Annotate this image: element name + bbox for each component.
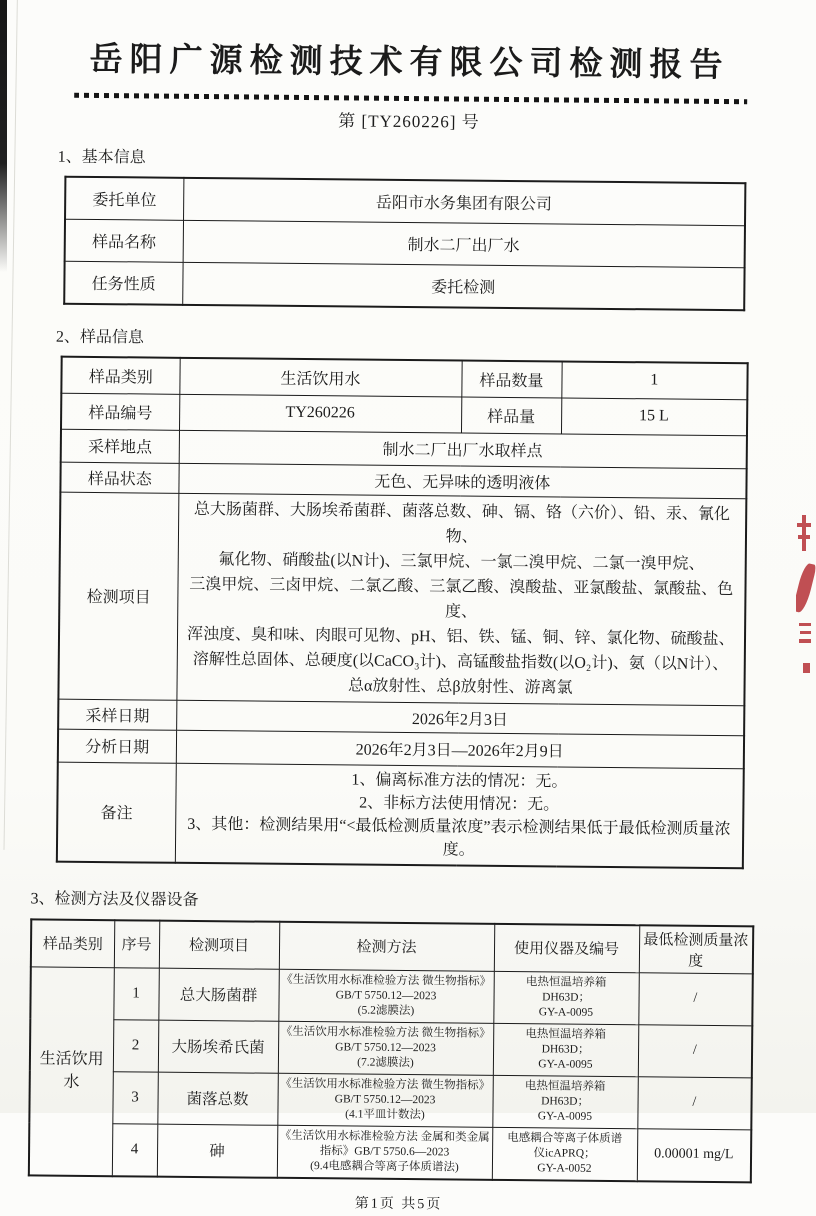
detection-limit: / xyxy=(637,1076,751,1129)
test-item: 菌落总数 xyxy=(157,1072,277,1125)
row-label: 样品状态 xyxy=(60,462,178,493)
table-row xyxy=(30,1018,752,1077)
seal-stroke xyxy=(799,623,811,626)
red-seal-edge-fragment xyxy=(796,503,816,681)
report-title: 岳阳广源检测技术有限公司检测报告 xyxy=(89,41,730,85)
row-number: 1 xyxy=(113,967,158,1019)
col-header: 使用仪器及编号 xyxy=(494,923,639,972)
row-value: 15 L xyxy=(561,397,747,435)
row-label: 样品类别 xyxy=(61,357,179,394)
remark-line: 2、非标方法使用情况：无。 xyxy=(359,794,560,813)
sample-info-table xyxy=(56,356,749,869)
page-footer: 第1页 共5页 xyxy=(354,1196,443,1212)
row-value: 岳阳市水务集团有限公司 xyxy=(183,178,745,226)
basic-info-table xyxy=(63,176,746,312)
instrument: 电感耦合等离子体质谱 仪icAPRQ； GY-A-0052 xyxy=(492,1127,637,1181)
row-label: 检测项目 xyxy=(58,492,178,700)
instrument: 电热恒温培养箱 DH63D； GY-A-0095 xyxy=(493,1023,638,1076)
row-label: 采样地点 xyxy=(61,429,179,463)
test-item: 大肠埃希氏菌 xyxy=(158,1020,278,1073)
remark-content xyxy=(175,763,744,868)
table-row xyxy=(65,177,745,226)
row-value: 无色、无异味的透明液体 xyxy=(178,463,746,498)
seal-stroke xyxy=(803,663,810,673)
methods-table xyxy=(28,918,754,1183)
table-row xyxy=(64,261,744,310)
test-method: 《生活饮用水标准检验方法 微生物指标》 GB/T 5750.12—2023 (4.1平皿计数法) xyxy=(277,1073,492,1127)
row-label: 采样日期 xyxy=(58,699,176,730)
detection-limit: / xyxy=(638,972,752,1025)
row-label: 样品编号 xyxy=(61,393,179,430)
table-header-row xyxy=(31,919,753,973)
row-label: 分析日期 xyxy=(58,729,176,763)
table-row xyxy=(30,966,752,1025)
instrument: 电热恒温培养箱 DH63D； GY-A-0095 xyxy=(493,971,638,1024)
row-label: 备注 xyxy=(57,762,176,863)
seal-stroke xyxy=(802,515,806,551)
col-header: 样品类别 xyxy=(31,919,114,967)
row-label: 样品名称 xyxy=(65,219,183,262)
test-item: 总大肠菌群 xyxy=(158,968,278,1021)
seal-stroke xyxy=(799,639,811,643)
instrument: 电热恒温培养箱 DH63D； GY-A-0095 xyxy=(492,1075,637,1128)
seal-stroke xyxy=(798,535,810,539)
detection-limit: 0.00001 mg/L xyxy=(637,1128,751,1182)
detection-limit: / xyxy=(638,1024,752,1077)
row-value: TY260226 xyxy=(179,394,461,433)
row-value: 委托检测 xyxy=(182,262,744,310)
row-value: 2026年2月3日—2026年2月9日 xyxy=(176,730,744,768)
test-method: 《生活饮用水标准检验方法 微生物指标》 GB/T 5750.12—2023 (5.2滤膜法) xyxy=(278,969,493,1023)
doc-number: 第 [TY260226] 号 xyxy=(338,111,480,132)
col-header: 最低检测质量浓度 xyxy=(639,925,753,974)
remark-line: 1、偏离标准方法的情况：无。 xyxy=(351,770,568,791)
title-divider xyxy=(74,93,747,104)
remark-line: 3、其他：检测结果用“<最低检测质量浓度”表示检测结果低于最低检测质量浓度。 xyxy=(187,815,731,859)
row-number: 3 xyxy=(112,1071,157,1123)
row-number: 4 xyxy=(112,1123,158,1176)
section1-heading: 1、基本信息 xyxy=(57,148,146,167)
row-value: 1 xyxy=(561,361,747,399)
row-label: 样品数量 xyxy=(461,361,561,398)
test-items-list: 总大肠菌群、大肠埃希菌群、菌落总数、砷、镉、铬（六价）、铅、汞、氰化物、 氟化物、硝酸盐(以N计)、三氯甲烷、一氯二溴甲烷、二氯一溴甲烷、 三溴甲烷、三卤甲烷、二氯乙酸、三氯乙酸、溴酸盐、亚氯酸盐、氯酸盐、色度、 浑浊度、臭和味、肉眼可见物、pH、铝、铁、锰、铜、锌、氯化物、硫酸盐、 溶解性总固体、总硬度(以CaCO₃计)、高锰酸盐指数(以O₂计)、氨（以N计）、 总α放射性、总β放射性、游离氯 xyxy=(176,493,746,705)
seal-stroke xyxy=(797,523,811,527)
col-header: 检测方法 xyxy=(279,921,494,971)
seal-stroke xyxy=(796,562,816,614)
test-method: 《生活饮用水标准检验方法 金属和类金属 指标》GB/T 5750.6—2023 (9.4电感耦合等离子体质谱法) xyxy=(277,1125,492,1180)
table-row xyxy=(29,1122,751,1181)
sample-category-cell: 生活饮用水 xyxy=(29,966,114,1175)
col-header: 检测项目 xyxy=(159,920,279,969)
table-row xyxy=(65,219,745,268)
scan-edge-artifact xyxy=(0,0,7,272)
row-value: 制水二厂出厂水取样点 xyxy=(179,430,747,468)
section3-heading: 3、检测方法及仪器设备 xyxy=(30,889,199,909)
row-value: 2026年2月3日 xyxy=(176,700,744,735)
table-row xyxy=(58,492,746,706)
seal-stroke xyxy=(800,631,811,634)
row-label: 样品量 xyxy=(461,397,561,434)
row-value: 制水二厂出厂水 xyxy=(183,220,745,267)
row-number: 2 xyxy=(113,1019,158,1071)
row-label: 任务性质 xyxy=(64,261,182,305)
test-item: 砷 xyxy=(157,1124,277,1178)
row-label: 委托单位 xyxy=(65,177,183,221)
row-value: 生活饮用水 xyxy=(179,358,461,397)
section2-heading: 2、样品信息 xyxy=(55,328,144,347)
col-header: 序号 xyxy=(114,920,159,968)
table-row xyxy=(57,762,744,868)
table-row xyxy=(29,1070,751,1129)
test-method: 《生活饮用水标准检验方法 微生物指标》 GB/T 5750.12—2023 (7.2滤膜法) xyxy=(278,1021,493,1075)
